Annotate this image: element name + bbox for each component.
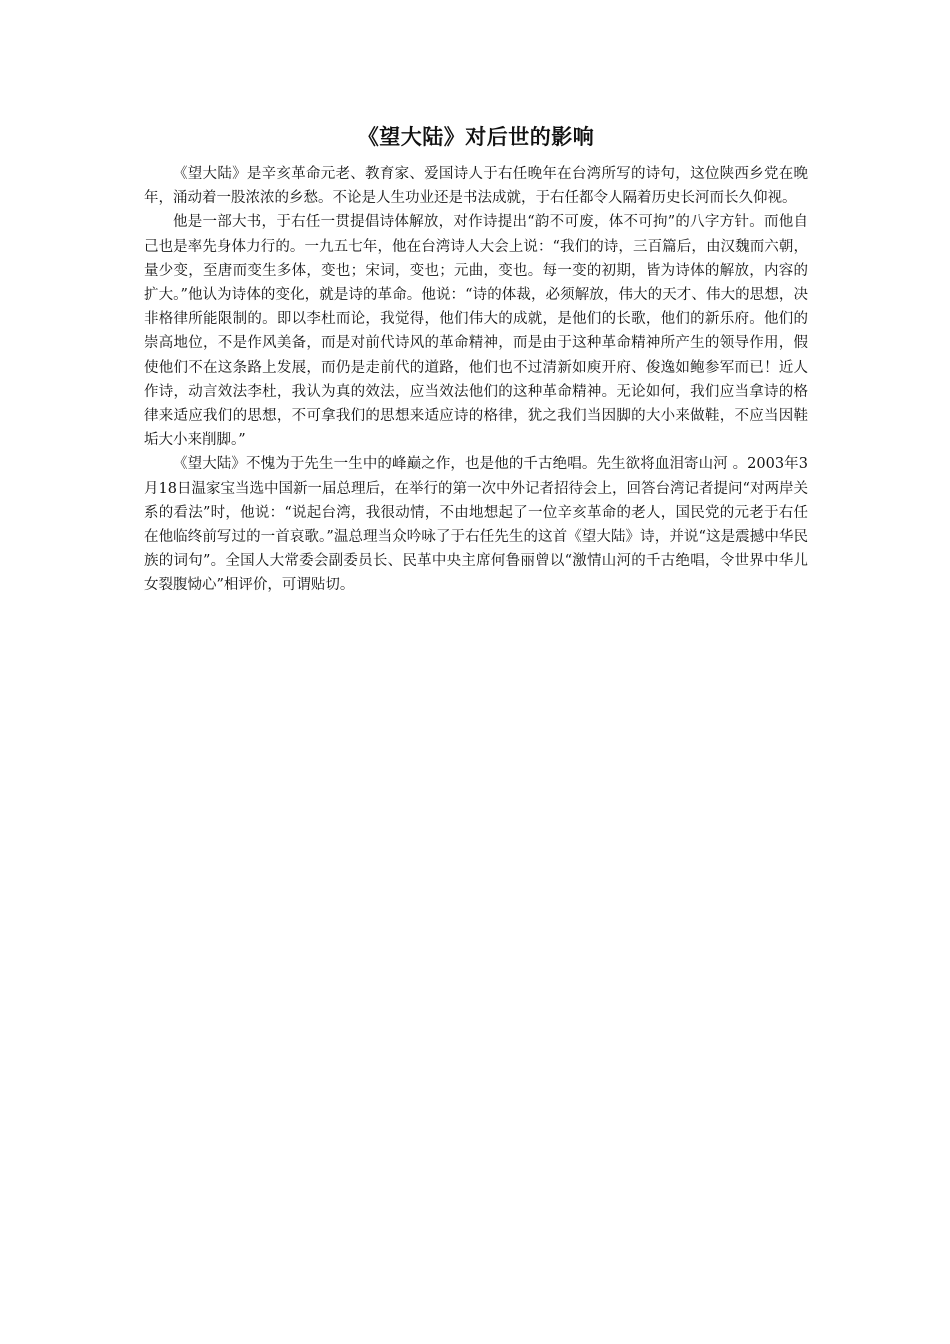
paragraph-3: 《望大陆》不愧为于先生一生中的峰巅之作，也是他的千古绝唱。先生欲将血泪寄山河 。2003年3月18日温家宝当选中国新一届总理后，在举行的第一次中外记者招待会上，回答台湾记者提问“对两岸关系的看法”时，他说：“说起台湾，我很动情，不由地想起了一位辛亥革命的老人，国民党的元老于右任在他临终前写过的一首哀歌。”温总理当众吟咏了于右任先生的这首《望大陆》诗，并说“这是震撼中华民族的词句”。全国人大常委会副委员长、民革中央主席何鲁丽曾以“激情山河的千古绝唱，令世界中华儿女裂腹恸心”相评价，可谓贴切。 bbox=[144, 456, 808, 594]
document-title: 《望大陆》对后世的影响 bbox=[357, 125, 595, 149]
paragraph-1: 《望大陆》是辛亥革命元老、教育家、爱国诗人于右任晚年在台湾所写的诗句，这位陕西乡党在晚年，涌动着一股浓浓的乡愁。不论是人生功业还是书法成就，于右任都令人隔着历史长河而长久仰视。 bbox=[144, 166, 808, 207]
paragraph-2: 他是一部大书，于右任一贯提倡诗体解放，对作诗提出“韵不可废，体不可拘”的八字方针。而他自己也是率先身体力行的。一九五七年，他在台湾诗人大会上说：“我们的诗，三百篇后，由汉魏而六朝，量少变，至唐而变生多体，变也；宋词，变也；元曲，变也。每一变的初期，皆为诗体的解放，内容的扩大。”他认为诗体的变化，就是诗的革命。他说：“诗的体裁，必须解放，伟大的天才、伟大的思想，决非格律所能限制的。即以李杜而论，我觉得，他们伟大的成就，是他们的长歌，他们的新乐府。他们的崇高地位，不是作风美备，而是对前代诗风的革命精神，而是由于这种革命精神所产生的领导作用，假使他们不在这条路上发展，而仍是走前代的道路，他们也不过清新如庾开府、俊逸如鲍参军而已！近人作诗，动言效法李杜，我认为真的效法，应当效法他们的这种革命精神。无论如何，我们应当拿诗的格律来适应我们的思想，不可拿我们的思想来适应诗的格律，犹之我们当因脚的大小来做鞋，不应当因鞋垢大小来削脚。” bbox=[144, 214, 808, 449]
document-body bbox=[144, 118, 808, 598]
